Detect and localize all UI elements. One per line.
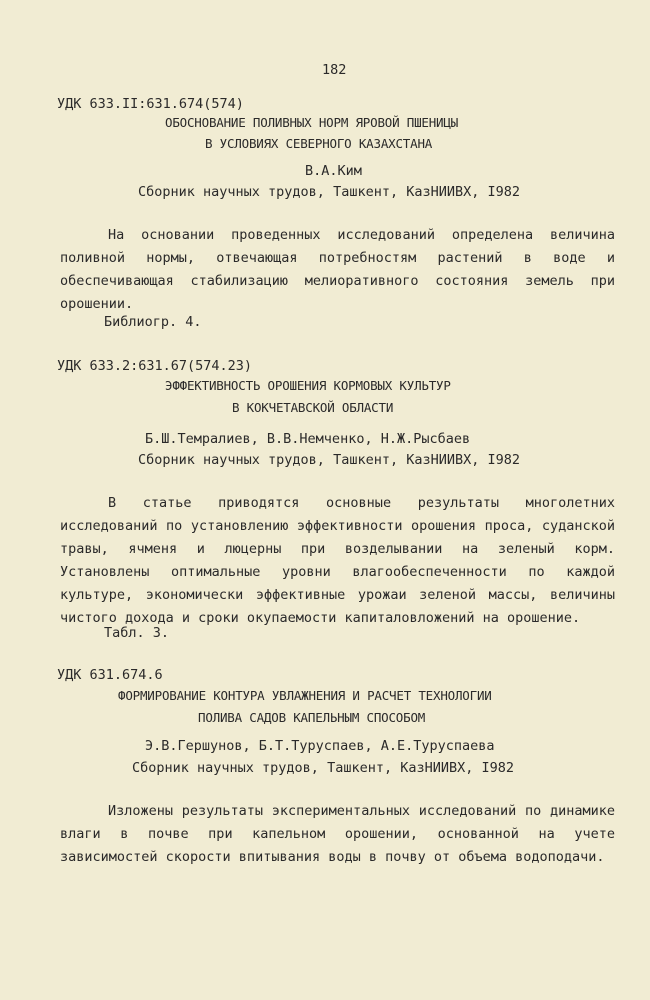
entry-title: ФОРМИРОВАНИЕ КОНТУРА УВЛАЖНЕНИЯ И РАСЧЕТ ТЕХНОЛОГИИ xyxy=(118,688,492,703)
udc-code: УДК 633.II:631.674(574) xyxy=(57,96,244,112)
abstract-text: Изложены результаты экспериментальных исследований по динамике влаги в почве при капельном орошении, основанной на учете зависимостей скорости впитывания воды в почву от объема водоподачи. xyxy=(60,803,615,865)
abstract-text: На основании проведенных исследований определена величина поливной нормы, отвечающая потребностям растений в воде и обеспечивающая стабилизацию мелиоративного состояния земель при орошении. xyxy=(60,227,615,312)
entry-note: Табл. 3. xyxy=(104,625,170,641)
entry-source: Сборник научных трудов, Ташкент, КазНИИВХ, I982 xyxy=(138,184,521,200)
entry-source: Сборник научных трудов, Ташкент, КазНИИВХ, I982 xyxy=(138,452,521,468)
entry-abstract xyxy=(60,800,615,869)
udc-code: УДК 633.2:631.67(574.23) xyxy=(57,358,253,374)
udc-code: УДК 631.674.6 xyxy=(57,667,163,683)
entry-title: ЭФФЕКТИВНОСТЬ ОРОШЕНИЯ КОРМОВЫХ КУЛЬТУР xyxy=(165,378,451,393)
entry-title: В КОКЧЕТАВСКОЙ ОБЛАСТИ xyxy=(232,400,394,415)
entry-authors: В.А.Ким xyxy=(305,163,362,179)
entry-abstract xyxy=(60,492,615,630)
entry-title: ПОЛИВА САДОВ КАПЕЛЬНЫМ СПОСОБОМ xyxy=(198,710,426,725)
entry-title: ОБОСНОВАНИЕ ПОЛИВНЫХ НОРМ ЯРОВОЙ ПШЕНИЦЫ xyxy=(165,115,459,130)
page-number: 182 xyxy=(322,62,347,78)
entry-abstract xyxy=(60,224,615,316)
abstract-text: В статье приводятся основные результаты многолетних исследований по установлению эффективности орошения проса, суданской травы, ячменя и люцерны при возделывании на зеленый корм. Установлены оптимальные уровни влагообеспеченности по каждой культуре, экономически эффективные урожаи зеленой массы, величины чистого дохода и сроки окупаемости капиталовложений на орошение. xyxy=(60,495,615,626)
entry-authors: Э.В.Гершунов, Б.Т.Туруспаев, А.Е.Туруспаева xyxy=(145,738,495,754)
entry-authors: Б.Ш.Темралиев, В.В.Немченко, Н.Ж.Рысбаев xyxy=(145,431,471,447)
entry-note: Библиогр. 4. xyxy=(104,314,202,330)
entry-title: В УСЛОВИЯХ СЕВЕРНОГО КАЗАХСТАНА xyxy=(205,136,433,151)
entry-source: Сборник научных трудов, Ташкент, КазНИИВХ, I982 xyxy=(132,760,515,776)
